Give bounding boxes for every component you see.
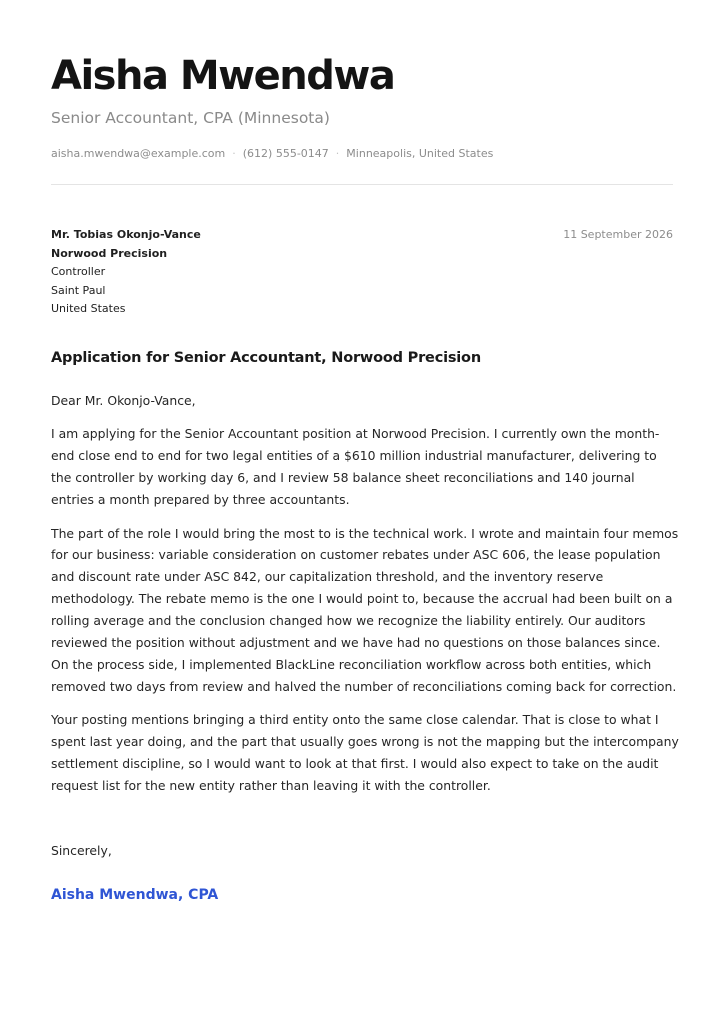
salutation: Dear Mr. Okonjo-Vance, — [51, 393, 196, 408]
recipient-block — [51, 226, 201, 319]
signature: Aisha Mwendwa, CPA — [51, 887, 219, 903]
contact-phone[interactable]: (612) 555-0147 — [242, 147, 329, 160]
recipient-role: Controller — [51, 265, 106, 278]
header-divider — [51, 184, 673, 185]
applicant-title: Senior Accountant, CPA (Minnesota) — [51, 109, 330, 127]
contact-separator: · — [232, 147, 236, 160]
body-paragraph-1: I am applying for the Senior Accountant position at Norwood Precision. I currently own the month-end close end to end for two legal entities of a $610 million industrial manufacturer, delivering to the controller by working day 6, and I review 58 balance sheet reconciliations and 140 journal entries a month prepared by three accountants. — [51, 426, 660, 508]
recipient-name: Mr. Tobias Okonjo-Vance — [51, 228, 201, 241]
applicant-name: Aisha Mwendwa — [51, 53, 395, 99]
letter-body — [51, 390, 679, 808]
recipient-city: Saint Paul — [51, 283, 106, 297]
letter-date: 11 September 2026 — [563, 228, 673, 241]
recipient-company: Norwood Precision — [51, 246, 168, 260]
closing: Sincerely, — [51, 843, 112, 858]
contact-location: Minneapolis, United States — [346, 147, 494, 160]
body-paragraph-2: The part of the role I would bring the most to is the technical work. I wrote and maintain four memos for our business: variable consideration on customer rebates under ASC 606, the lease population and discount rate under ASC 842, our capitalization threshold, and the inventory reserve methodology. The rebate memo is the one I would point to, because the accrual had been built on a rolling average and the conclusion changed how we recognize the liability entirely. Our auditors reviewed the position without adjustment and we have had no questions on those balances since. On the process side, I implemented BlackLine reconciliation workflow across both entities, which removed two days from review and halved the number of reconciliations coming back for correction. — [51, 525, 679, 694]
contact-separator: · — [335, 147, 340, 160]
contact-line — [51, 146, 493, 162]
recipient-country: United States — [51, 302, 126, 315]
letter-subject: Application for Senior Accountant, Norwood Precision — [51, 350, 481, 366]
contact-email[interactable]: aisha.mwendwa@example.com — [51, 147, 226, 160]
body-paragraph-3: Your posting mentions bringing a third entity onto the same close calendar. That is close to what I spent last year doing, and the part that usually goes wrong is not the mapping but the intercompany settlement discipline, so I would want to look at that first. I would also expect to take on the audit request list for the new entity rather than leaving it with the controller. — [51, 712, 679, 793]
